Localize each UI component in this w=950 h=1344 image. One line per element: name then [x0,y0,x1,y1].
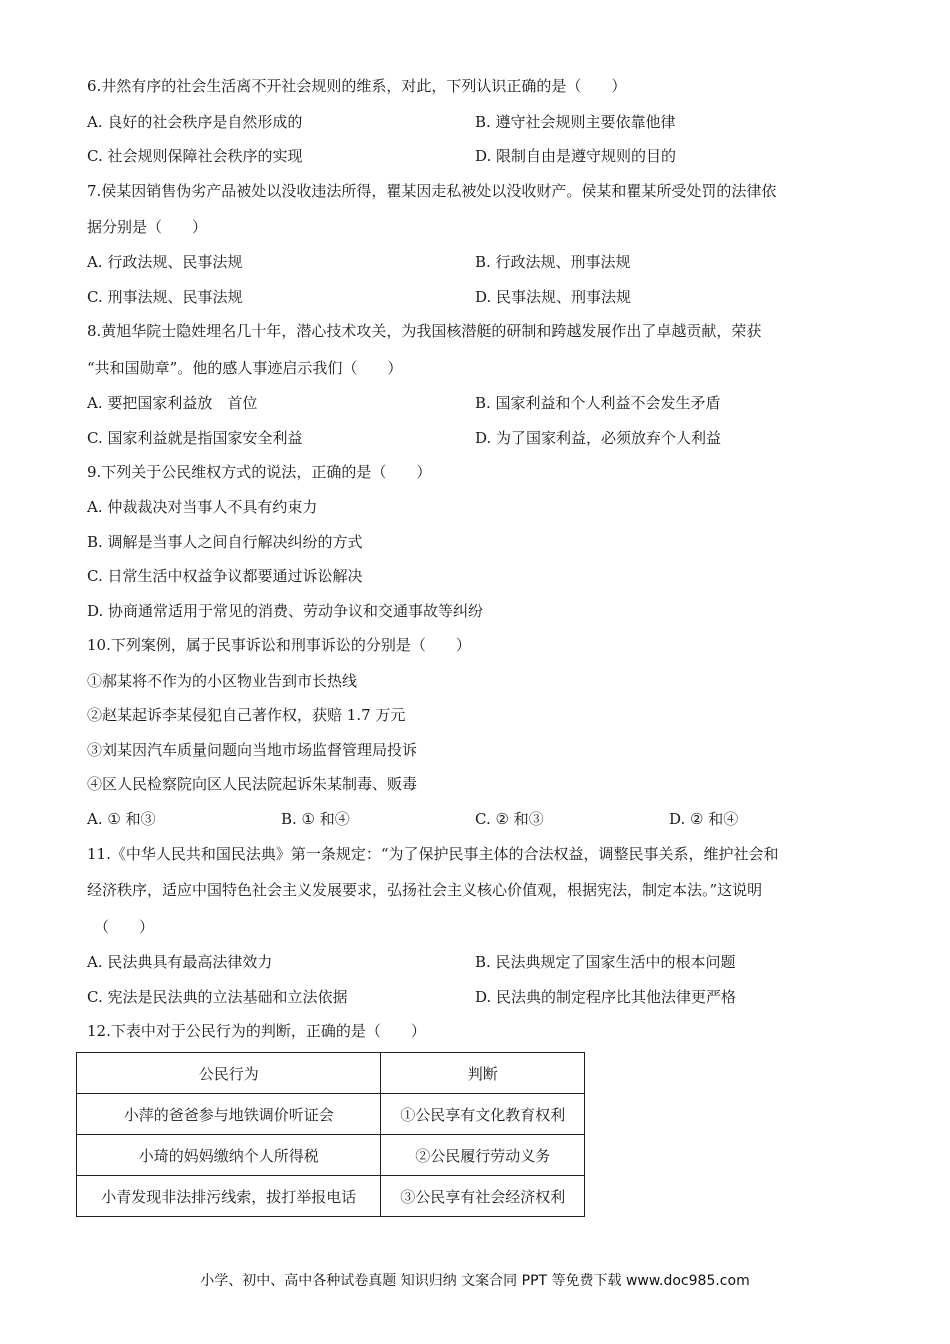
table-header-cell: 公民行为 [77,1053,381,1094]
question-6-option-d: D. 限制自由是遵守规则的目的 [475,147,677,165]
question-11-stem-line2: 经济秩序，适应中国特色社会主义发展要求，弘扬社会主义核心价值观，根据宪法，制定本法。”这说明 [87,881,763,899]
table-row [77,1094,585,1135]
question-8-stem-line2: “共和国勋章”。他的感人事迹启示我们（ ） [87,359,403,377]
question-10-option-c: C. ② 和③ [475,810,544,828]
question-9-option-b: B. 调解是当事人之间自行解决纠纷的方式 [87,533,363,551]
table-header-cell: 判断 [381,1053,585,1094]
table-row [77,1176,585,1217]
question-12-table [76,1052,585,1217]
question-10-option-b: B. ① 和④ [281,810,350,828]
question-9-option-a: A. 仲裁裁决对当事人不具有约束力 [87,498,318,516]
question-7-stem-line2: 据分别是（ ） [87,218,208,236]
question-11-option-d: D. 民法典的制定程序比其他法律更严格 [475,988,737,1006]
table-cell: 小萍的爸爸参与地铁调价听证会 [77,1094,381,1135]
question-7-option-d: D. 民事法规、刑事法规 [475,288,632,306]
question-10-item-4: ④区人民检察院向区人民法院起诉朱某制毒、贩毒 [87,775,418,793]
table-cell: ①公民享有文化教育权利 [381,1094,585,1135]
question-10-item-1: ①郝某将不作为的小区物业告到市长热线 [87,672,358,690]
question-11-option-c: C. 宪法是民法典的立法基础和立法依据 [87,988,348,1006]
table-cell: ②公民履行劳动义务 [381,1135,585,1176]
table-row [77,1135,585,1176]
question-11-option-a: A. 民法典具有最高法律效力 [87,953,273,971]
question-10-option-a: A. ① 和③ [87,810,156,828]
question-6-stem: 6.井然有序的社会生活离不开社会规则的维系，对此，下列认识正确的是（ ） [87,77,627,95]
table-cell: ③公民享有社会经济权利 [381,1176,585,1217]
table-cell: 小琦的妈妈缴纳个人所得税 [77,1135,381,1176]
question-7-option-c: C. 刑事法规、民事法规 [87,288,243,306]
question-6-option-c: C. 社会规则保障社会秩序的实现 [87,147,303,165]
question-8-option-c: C. 国家利益就是指国家安全利益 [87,429,303,447]
question-12-stem: 12.下表中对于公民行为的判断，正确的是（ ） [87,1022,426,1040]
question-8-option-b: B. 国家利益和个人利益不会发生矛盾 [475,394,721,412]
table-cell: 小青发现非法排污线索，拔打举报电话 [77,1176,381,1217]
question-7-option-a: A. 行政法规、民事法规 [87,253,243,271]
question-9-option-c: C. 日常生活中权益争议都要通过诉讼解决 [87,567,363,585]
question-6-option-a: A. 良好的社会秩序是自然形成的 [87,113,303,131]
question-9-option-d: D. 协商通常适用于常见的消费、劳动争议和交通事故等纠纷 [87,602,484,620]
question-8-option-d: D. 为了国家利益，必须放弃个人利益 [475,429,722,447]
question-11-option-b: B. 民法典规定了国家生活中的根本问题 [475,953,736,971]
question-11-stem-line3: （ ） [94,918,155,936]
question-9-stem: 9.下列关于公民维权方式的说法，正确的是（ ） [87,463,432,481]
question-10-item-2: ②赵某起诉李某侵犯自己著作权，获赔 1.7 万元 [87,706,406,724]
question-7-stem-line1: 7.侯某因销售伪劣产品被处以没收违法所得，瞿某因走私被处以没收财产。侯某和瞿某所受处罚的法律依 [87,182,777,200]
question-6-option-b: B. 遵守社会规则主要依靠他律 [475,113,676,131]
question-10-item-3: ③刘某因汽车质量问题向当地市场监督管理局投诉 [87,741,418,759]
question-10-option-d: D. ② 和④ [669,810,739,828]
page-footer: 小学、初中、高中各种试卷真题 知识归纳 文案合同 PPT 等免费下载 www.doc985.com [200,1273,750,1289]
question-10-stem: 10.下列案例，属于民事诉讼和刑事诉讼的分别是（ ） [87,636,471,654]
question-8-stem-line1: 8.黄旭华院士隐姓埋名几十年，潜心技术攻关，为我国核潜艇的研制和跨越发展作出了卓越贡献，荣获 [87,322,762,340]
question-8-option-a: A. 要把国家利益放 首位 [87,394,258,412]
table-header-row [77,1053,585,1094]
question-7-option-b: B. 行政法规、刑事法规 [475,253,631,271]
question-11-stem-line1: 11.《中华人民共和国民法典》第一条规定：“为了保护民事主体的合法权益，调整民事关系，维护社会和 [87,845,779,863]
